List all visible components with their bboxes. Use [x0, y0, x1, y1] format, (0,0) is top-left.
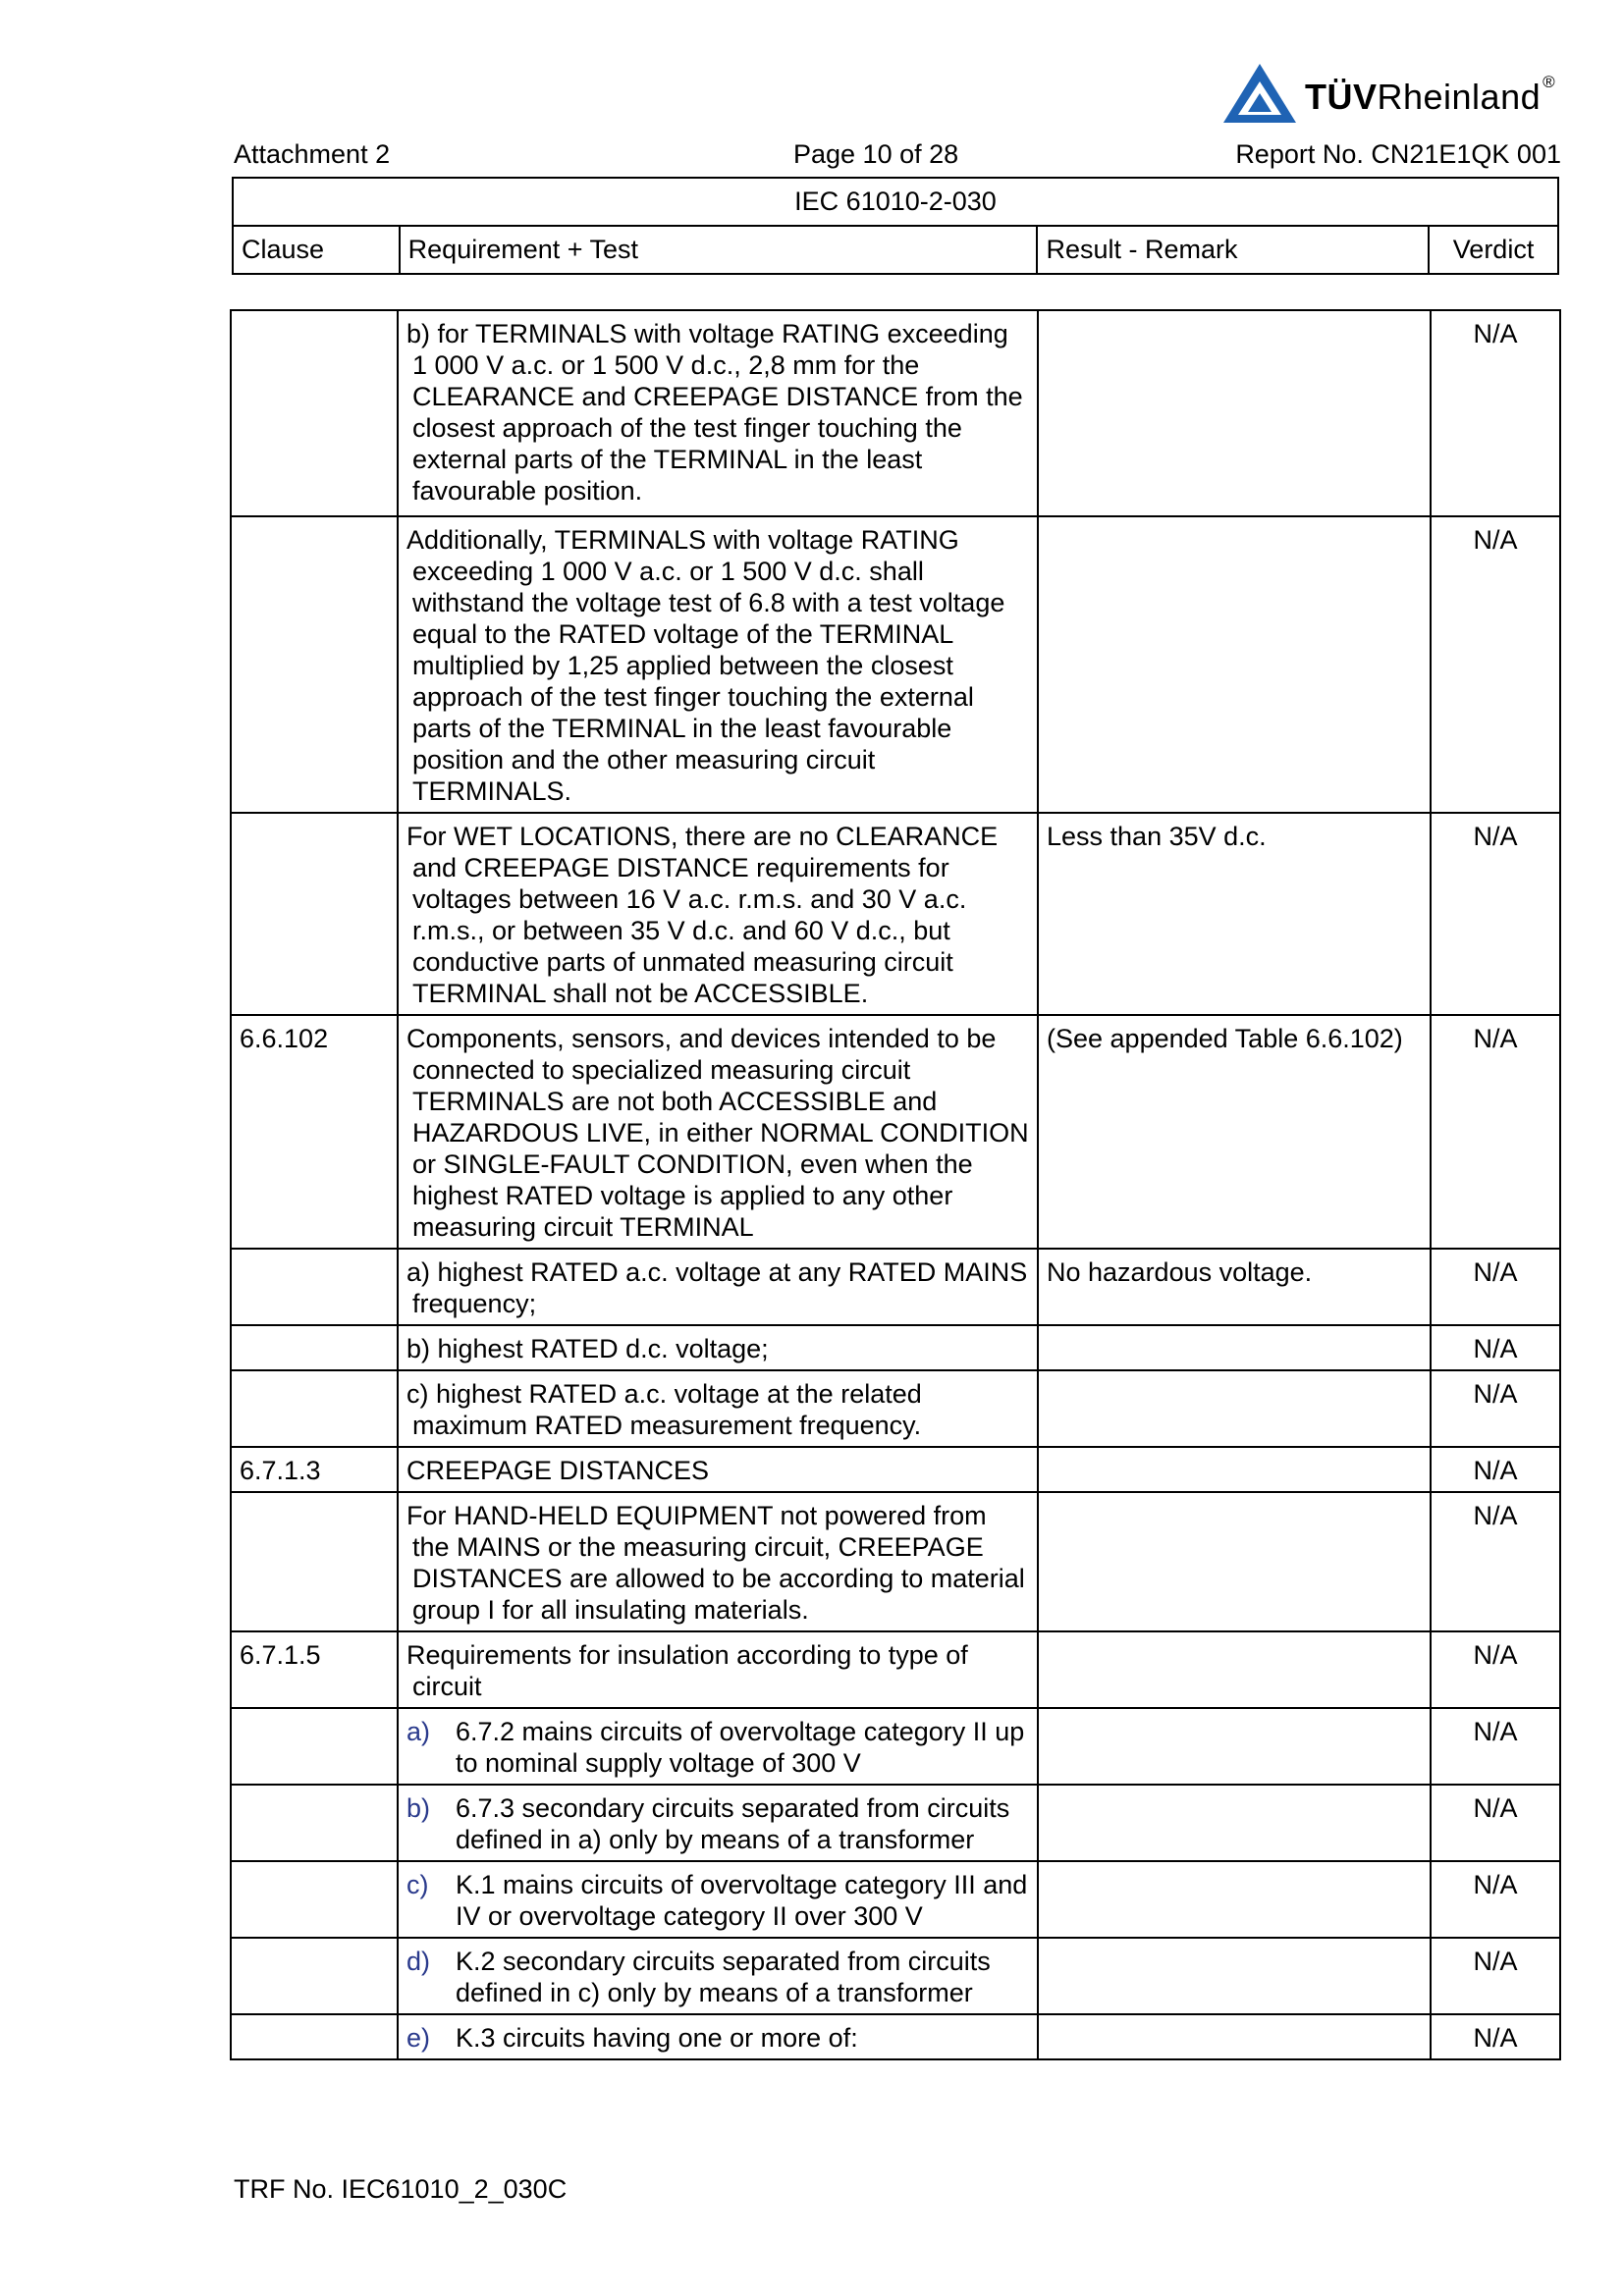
table-row — [231, 516, 1560, 813]
attachment-label: Attachment 2 — [234, 139, 391, 169]
requirement-cell — [398, 1015, 1038, 1249]
verdict-cell: N/A — [1431, 1370, 1560, 1447]
list-item-letter: b) — [406, 1793, 431, 1823]
table-row — [231, 1785, 1560, 1861]
verdict-cell: N/A — [1431, 1861, 1560, 1938]
result-remark-cell — [1038, 516, 1431, 813]
requirement-cell — [398, 1249, 1038, 1325]
verdict-cell: N/A — [1431, 1447, 1560, 1492]
report-number: Report No. CN21E1QK 001 — [1235, 139, 1561, 169]
list-item — [406, 1716, 1029, 1779]
requirement-cell — [398, 516, 1038, 813]
requirement-text: Components, sensors, and devices intended to be connected to specialized measuring circuit TERMINALS are not both ACCESSIBLE and HAZARDOUS LIVE, in either NORMAL CONDITION or SINGLE-FAULT CONDITION, even when the highest RATED voltage is applied to any other measuring circuit TERMINAL — [406, 1024, 1029, 1242]
requirement-cell — [398, 1708, 1038, 1785]
requirement-text: a) highest RATED a.c. voltage at any RATED MAINS frequency; — [406, 1257, 1028, 1318]
tuv-triangle-icon — [1220, 61, 1299, 126]
requirement-text: Additionally, TERMINALS with voltage RATING exceeding 1 000 V a.c. or 1 500 V d.c. shall withstand the voltage test of 6.8 with a test voltage equal to the RATED voltage of the TERMINAL multiplied by 1,25 applied between the closest approach of the test finger touching the external parts of the TERMINAL in the least favourable position and the other measuring circuit TERMINALS. — [406, 525, 1005, 806]
verdict-cell: N/A — [1431, 1938, 1560, 2014]
requirement-cell — [398, 1938, 1038, 2014]
table-row — [231, 1370, 1560, 1447]
verdict-cell: N/A — [1431, 1015, 1560, 1249]
verdict-cell: N/A — [1431, 2014, 1560, 2059]
requirement-text: K.2 secondary circuits separated from circuits defined in c) only by means of a transformer — [456, 1947, 991, 2007]
result-remark-cell — [1038, 1492, 1431, 1631]
result-remark-cell — [1038, 1370, 1431, 1447]
clause-cell — [231, 813, 398, 1015]
result-remark-cell — [1038, 2014, 1431, 2059]
table-row — [231, 1447, 1560, 1492]
list-item-letter: c) — [406, 1870, 429, 1899]
table-row — [231, 310, 1560, 516]
verdict-cell: N/A — [1431, 1785, 1560, 1861]
result-remark-cell — [1038, 1785, 1431, 1861]
verdict-cell: N/A — [1431, 1325, 1560, 1370]
result-remark-cell — [1038, 310, 1431, 516]
result-remark-cell — [1038, 1631, 1431, 1708]
result-remark-cell — [1038, 1708, 1431, 1785]
column-header-row — [233, 226, 1558, 274]
requirement-cell — [398, 1447, 1038, 1492]
header-table — [232, 177, 1559, 275]
requirement-text: 6.7.3 secondary circuits separated from circuits defined in a) only by means of a transformer — [456, 1793, 1010, 1854]
column-header-clause: Clause — [233, 226, 400, 274]
clause-cell — [231, 1785, 398, 1861]
requirement-text: c) highest RATED a.c. voltage at the related maximum RATED measurement frequency. — [406, 1379, 922, 1440]
requirement-cell — [398, 1631, 1038, 1708]
requirement-text: b) for TERMINALS with voltage RATING exceeding 1 000 V a.c. or 1 500 V d.c., 2,8 mm for the CLEARANCE and CREEPAGE DISTANCE from the closest approach of the test finger touching the external parts of the TERMINAL in the least favourable position. — [406, 319, 1023, 506]
requirement-cell — [398, 1861, 1038, 1938]
standard-row — [233, 178, 1558, 226]
verdict-cell: N/A — [1431, 1249, 1560, 1325]
table-row — [231, 1249, 1560, 1325]
verdict-cell: N/A — [1431, 516, 1560, 813]
clause-cell — [231, 1325, 398, 1370]
requirement-cell — [398, 1492, 1038, 1631]
clause-cell — [231, 1492, 398, 1631]
requirement-cell — [398, 310, 1038, 516]
verdict-cell: N/A — [1431, 813, 1560, 1015]
requirement-cell — [398, 2014, 1038, 2059]
requirement-cell — [398, 813, 1038, 1015]
table-row — [231, 2014, 1560, 2059]
result-remark-cell: Less than 35V d.c. — [1038, 813, 1431, 1015]
table-row — [231, 1492, 1560, 1631]
table-row — [231, 1325, 1560, 1370]
clause-cell — [231, 1249, 398, 1325]
clause-cell: 6.6.102 — [231, 1015, 398, 1249]
table-row — [231, 1015, 1560, 1249]
trf-number: TRF No. IEC61010_2_030C — [234, 2174, 568, 2204]
clause-cell: 6.7.1.5 — [231, 1631, 398, 1708]
table-row — [231, 1861, 1560, 1938]
verdict-cell: N/A — [1431, 310, 1560, 516]
table-row — [231, 813, 1560, 1015]
requirements-table — [230, 309, 1561, 2060]
verdict-cell: N/A — [1431, 1708, 1560, 1785]
tuv-rheinland-logo — [1220, 61, 1554, 128]
table-row — [231, 1938, 1560, 2014]
clause-cell — [231, 2014, 398, 2059]
brand-wordmark: TÜVRheinland ® — [1305, 73, 1556, 117]
result-remark-cell — [1038, 1325, 1431, 1370]
requirement-text: K.3 circuits having one or more of: — [456, 2023, 858, 2053]
clause-cell — [231, 1370, 398, 1447]
table-row — [231, 1708, 1560, 1785]
requirement-cell — [398, 1785, 1038, 1861]
result-remark-cell: (See appended Table 6.6.102) — [1038, 1015, 1431, 1249]
requirement-text: Requirements for insulation according to type of circuit — [406, 1640, 968, 1701]
list-item-letter: a) — [406, 1717, 431, 1746]
requirement-text: CREEPAGE DISTANCES — [406, 1456, 710, 1485]
result-remark-cell — [1038, 1447, 1431, 1492]
requirement-text: For WET LOCATIONS, there are no CLEARANCE and CREEPAGE DISTANCE requirements for voltages between 16 V a.c. r.m.s. and 30 V a.c. r.m.s., or between 35 V d.c. and 60 V d.c., but conductive parts of unmated measuring circuit TERMINAL shall not be ACCESSIBLE. — [406, 822, 999, 1008]
standard-title: IEC 61010-2-030 — [233, 178, 1558, 226]
clause-cell — [231, 1938, 398, 2014]
list-item — [406, 1946, 1029, 2008]
table-row — [231, 1631, 1560, 1708]
clause-cell — [231, 1861, 398, 1938]
list-item — [406, 1792, 1029, 1855]
verdict-cell: N/A — [1431, 1492, 1560, 1631]
list-item-letter: e) — [406, 2023, 431, 2053]
clause-cell — [231, 1708, 398, 1785]
page-number: Page 10 of 28 — [793, 139, 959, 169]
column-header-requirement: Requirement + Test — [400, 226, 1038, 274]
requirement-text: 6.7.2 mains circuits of overvoltage category II up to nominal supply voltage of 300 V — [456, 1717, 1025, 1778]
verdict-cell: N/A — [1431, 1631, 1560, 1708]
list-item — [406, 1869, 1029, 1932]
requirement-text: For HAND-HELD EQUIPMENT not powered from the MAINS or the measuring circuit, CREEPAGE DISTANCES are allowed to be according to material group I for all insulating materials. — [406, 1501, 1025, 1625]
list-item-letter: d) — [406, 1947, 431, 1976]
requirement-cell — [398, 1370, 1038, 1447]
column-header-result: Result - Remark — [1037, 226, 1429, 274]
clause-cell — [231, 310, 398, 516]
result-remark-cell — [1038, 1938, 1431, 2014]
requirement-text: b) highest RATED d.c. voltage; — [406, 1334, 769, 1363]
list-item — [406, 2022, 1029, 2054]
result-remark-cell — [1038, 1861, 1431, 1938]
requirement-cell — [398, 1325, 1038, 1370]
clause-cell: 6.7.1.3 — [231, 1447, 398, 1492]
result-remark-cell: No hazardous voltage. — [1038, 1249, 1431, 1325]
column-header-verdict: Verdict — [1429, 226, 1558, 274]
clause-cell — [231, 516, 398, 813]
requirement-text: K.1 mains circuits of overvoltage category III and IV or overvoltage category II over 300 V — [456, 1870, 1028, 1931]
requirements-table-body — [231, 310, 1560, 2059]
